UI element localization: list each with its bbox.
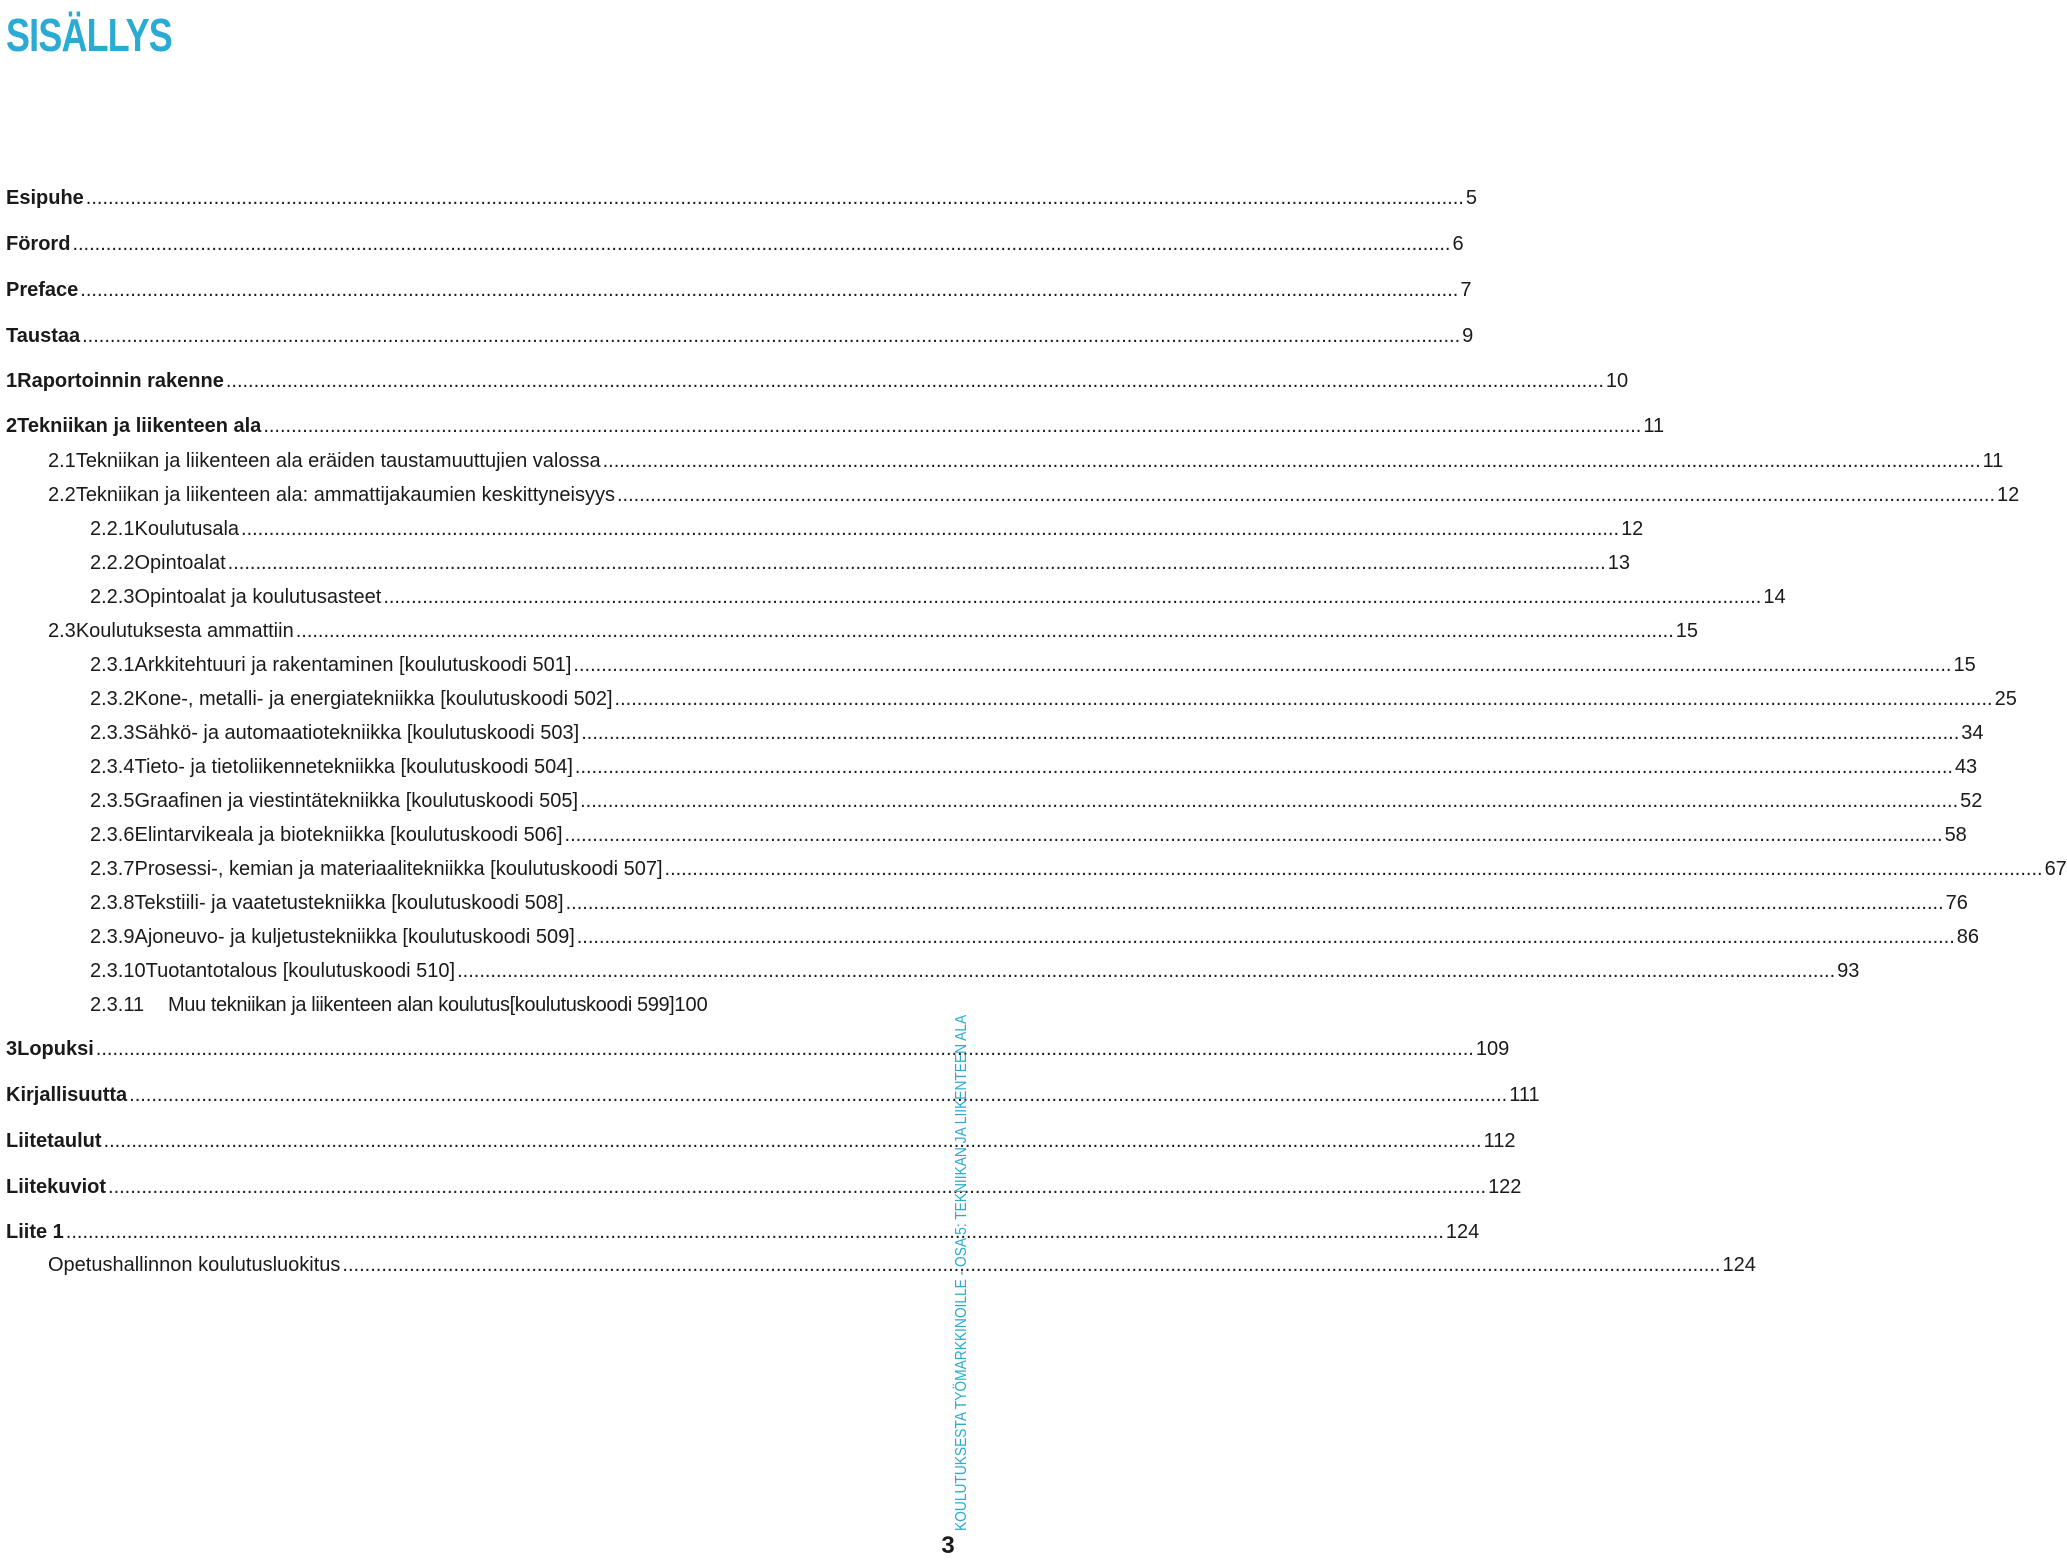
toc-label: Tekniikan ja liikenteen ala (17, 415, 262, 437)
toc-page: 109 (1475, 1038, 1510, 1060)
toc-entry-2[interactable] (6, 411, 1665, 441)
toc-page: 14 (1763, 586, 1786, 608)
toc-label: Tekstiili- ja vaatetustekniikka [koulutuskoodi 508] (134, 892, 564, 914)
toc-label: Esipuhe (6, 187, 84, 209)
toc-entry-liitetaulut[interactable] (6, 1126, 1516, 1156)
toc-number: 2.3.3 (90, 722, 135, 744)
toc-entry-2-3-7[interactable] (90, 854, 2067, 884)
toc-label: Tekniikan ja liikenteen ala eräiden taustamuuttujien valossa (75, 450, 601, 472)
toc-entry-2-2[interactable] (48, 480, 2020, 510)
toc-page: 111 (1509, 1084, 1540, 1106)
toc-number: 2.3.9 (90, 926, 135, 948)
toc-page: 76 (1945, 892, 1968, 914)
toc-page: 12 (1997, 484, 2020, 506)
toc-label: Graafinen ja viestintätekniikka [koulutuskoodi 505] (134, 790, 579, 812)
toc-entry-2-3-2[interactable] (90, 684, 2017, 714)
toc-entry-taustaa[interactable] (6, 321, 1474, 351)
toc-label: Elintarvikeala ja biotekniikka [koulutuskoodi 506] (134, 824, 563, 846)
toc-label: Preface (6, 279, 79, 301)
toc-page: 13 (1607, 552, 1630, 574)
toc-entry-kirjallisuutta[interactable] (6, 1080, 1540, 1110)
toc-label: Arkkitehtuuri ja rakentaminen [koulutuskoodi 501] (134, 654, 572, 676)
toc-page: 11 (1643, 415, 1665, 437)
toc-entry-liitekuviot[interactable] (6, 1172, 1522, 1202)
toc-page: 34 (1961, 722, 1984, 744)
page-title: SISÄLLYS (6, 9, 172, 61)
toc-page: 7 (1460, 279, 1472, 301)
toc-entry-2-3-9[interactable] (90, 922, 1980, 952)
toc-entry-2-3[interactable] (48, 616, 1698, 646)
toc-entry-2-3-8[interactable] (90, 888, 1968, 918)
toc-entry-2-3-1[interactable] (90, 650, 1976, 680)
toc-entry-2-3-3[interactable] (90, 718, 1984, 748)
toc-page: 10 (1605, 370, 1629, 392)
toc-label: Kirjallisuutta (6, 1084, 128, 1106)
toc-label: Kone-, metalli- ja energiatekniikka [koulutuskoodi 502] (134, 688, 613, 710)
toc-page: 100 (674, 994, 708, 1016)
toc-number: 2.3.8 (90, 892, 135, 914)
toc-number: 2.3 (48, 620, 76, 642)
toc-page: 43 (1954, 756, 1978, 778)
running-header-text: KOULUTUKSESTA TYÖMARKKINOILLE - OSA 5: TEKNIIKAN JA LIIKENTEEN ALA (953, 1014, 970, 1531)
toc-number: 2.3.5 (90, 790, 135, 812)
toc-number: 2.2.3 (90, 586, 135, 608)
toc-entry-3[interactable] (6, 1034, 1510, 1064)
toc-entry-2-3-10[interactable] (90, 956, 1860, 986)
toc-number: 2.2.1 (90, 518, 135, 540)
toc-label: Muu tekniikan ja liikenteen alan koulutus[koulutuskoodi 599] (168, 994, 675, 1016)
toc-page: 25 (1994, 688, 2017, 710)
toc-label: Liite 1 (6, 1221, 64, 1243)
toc-label: Koulutuksesta ammattiin (75, 620, 294, 642)
toc-entry-2-2-1[interactable] (90, 514, 1644, 544)
toc-label: Tuotantotalous [koulutuskoodi 510] (145, 960, 456, 982)
toc-page: 122 (1488, 1176, 1522, 1198)
toc-page: 15 (1953, 654, 1976, 676)
toc-label: Tieto- ja tietoliikennetekniikka [koulutuskoodi 504] (134, 756, 573, 778)
toc-label: Raportoinnin rakenne (17, 370, 224, 392)
toc-label: Liitekuviot (6, 1176, 107, 1198)
toc-label: Förord (6, 233, 71, 255)
toc-number: 2.3.10 (90, 960, 146, 982)
toc-page: 12 (1621, 518, 1644, 540)
toc-page: 11 (1982, 450, 2004, 472)
toc-entry-forord[interactable] (6, 229, 1464, 259)
toc-number: 2.2 (48, 484, 76, 506)
toc-entry-2-2-3[interactable] (90, 582, 1786, 612)
toc-label: Liitetaulut (6, 1130, 102, 1152)
toc-page: 52 (1960, 790, 1983, 812)
toc-number: 2 (6, 415, 18, 437)
toc-page: 86 (1956, 926, 1980, 948)
toc-entry-2-3-4[interactable] (90, 752, 1978, 782)
toc-page: 9 (1462, 325, 1474, 347)
toc-page: 67 (2044, 858, 2067, 880)
toc-entry-preface[interactable] (6, 275, 1472, 305)
toc-number: 2.3.2 (90, 688, 135, 710)
toc-number: 2.2.2 (90, 552, 135, 574)
toc-page: 93 (1837, 960, 1860, 982)
toc-label: Ajoneuvo- ja kuljetustekniikka [koulutuskoodi 509] (134, 926, 575, 948)
toc-entry-liite-1[interactable] (6, 1217, 1480, 1247)
toc-number: 2.3.11 (90, 994, 145, 1016)
toc-entry-2-3-5[interactable] (90, 786, 1983, 816)
toc-label: Opintoalat (134, 552, 226, 574)
toc-entry-2-3-6[interactable] (90, 820, 1967, 850)
toc-label: Sähkö- ja automaatiotekniikka [koulutuskoodi 503] (134, 722, 580, 744)
toc-entry-2-3-11[interactable] (90, 990, 868, 1020)
toc-entry-2-1[interactable] (48, 446, 2004, 476)
toc-number: 3 (6, 1038, 18, 1060)
toc-page: 15 (1675, 620, 1698, 642)
toc-label: Taustaa (6, 325, 81, 347)
toc-number: 2.3.7 (90, 858, 135, 880)
toc-label: Koulutusala (134, 518, 240, 540)
toc-page: 124 (1445, 1221, 1480, 1243)
toc-number: 2.1 (48, 450, 76, 472)
toc-label: Tekniikan ja liikenteen ala: ammattijakaumien keskittyneisyys (75, 484, 615, 506)
toc-page: 5 (1465, 187, 1477, 209)
running-header (952, 931, 972, 1531)
toc-entry-1[interactable] (6, 366, 1629, 396)
toc-page: 112 (1483, 1130, 1516, 1152)
toc-entry-esipuhe[interactable] (6, 183, 1477, 213)
page-number: 3 (941, 1532, 955, 1559)
toc-label: Prosessi-, kemian ja materiaalitekniikka [koulutuskoodi 507] (134, 858, 663, 880)
toc-page: 58 (1944, 824, 1967, 846)
toc-number: 2.3.6 (90, 824, 135, 846)
toc-number: 2.3.1 (90, 654, 135, 676)
toc-label: Opintoalat ja koulutusasteet (134, 586, 382, 608)
toc-label: Opetushallinnon koulutusluokitus (48, 1254, 341, 1276)
toc-entry-opetushallinnon[interactable] (48, 1250, 1756, 1280)
toc-number: 2.3.4 (90, 756, 135, 778)
toc-entry-2-2-2[interactable] (90, 548, 1630, 578)
toc-label: Lopuksi (17, 1038, 94, 1060)
toc-page: 6 (1452, 233, 1464, 255)
toc-page: 124 (1722, 1254, 1756, 1276)
toc-number: 1 (6, 370, 18, 392)
